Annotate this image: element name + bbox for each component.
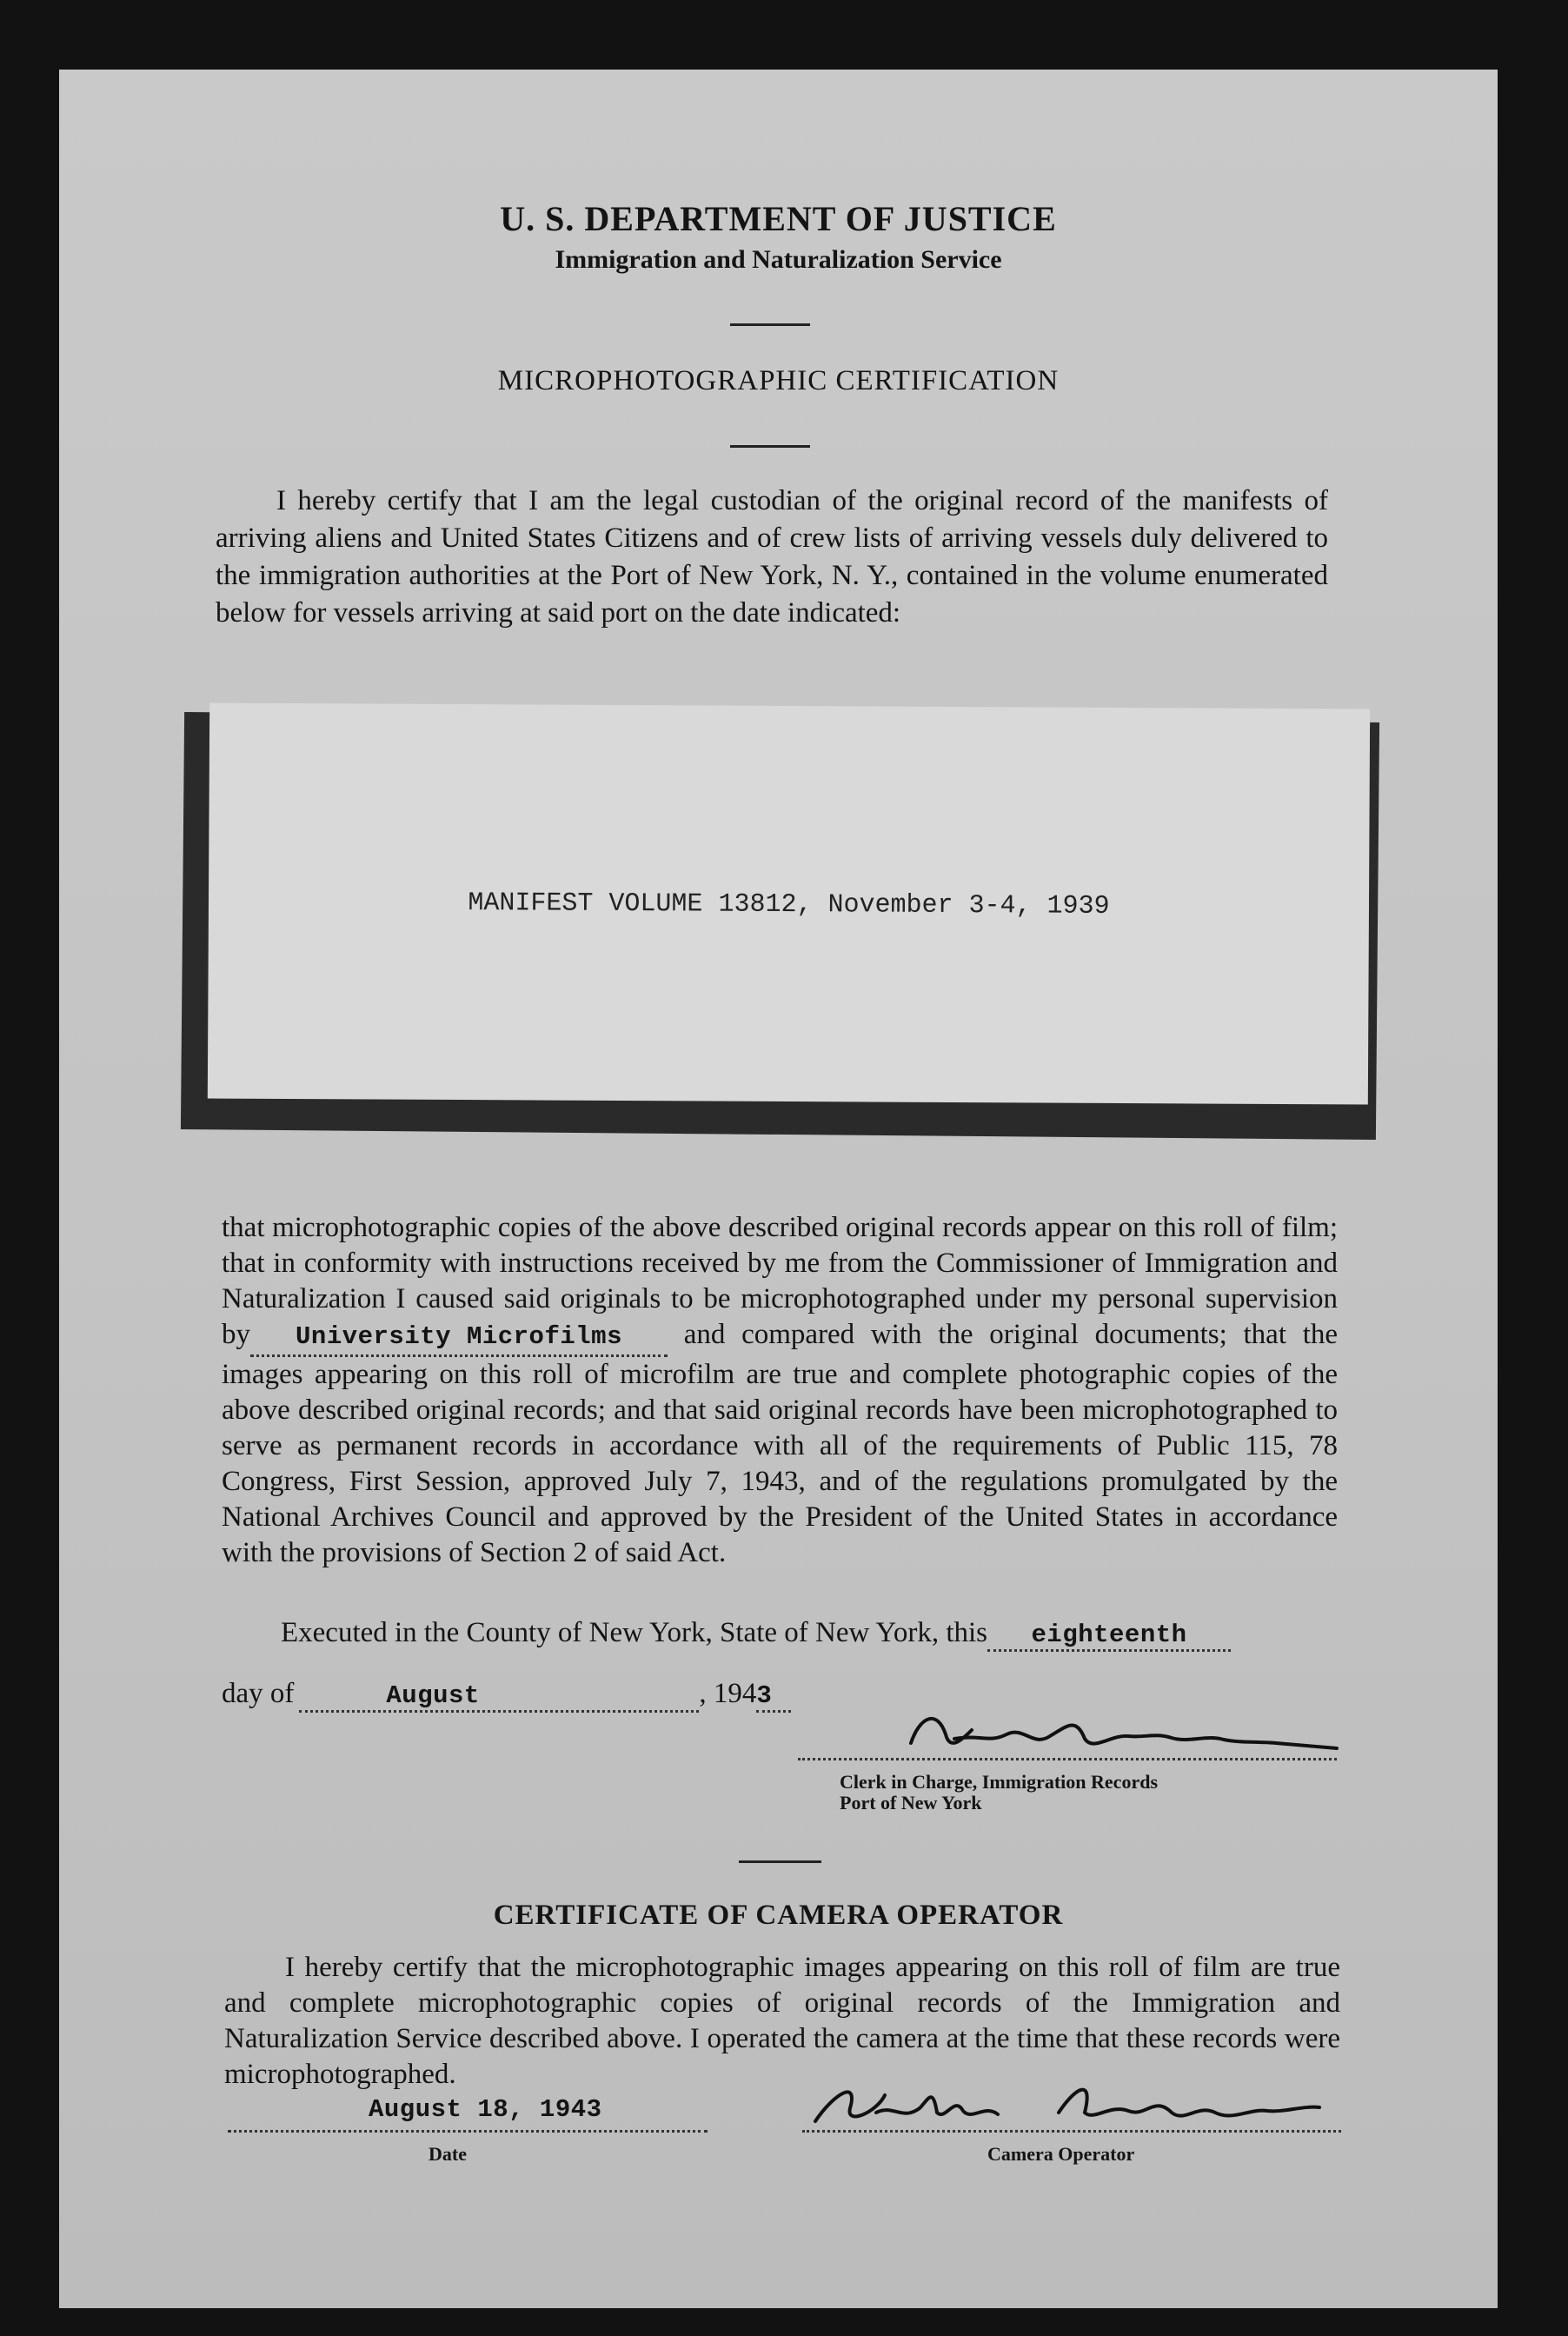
operator-date-value: August 18, 1943: [369, 2095, 602, 2124]
operator-company-value: University Microfilms: [296, 1322, 622, 1351]
camera-operator-signature-line: [802, 2130, 1341, 2133]
service-heading: Immigration and Naturalization Service: [555, 245, 1002, 274]
divider: [730, 445, 810, 448]
operator-company-field: [250, 1317, 668, 1357]
divider: [739, 1860, 821, 1863]
operator-date-line: [228, 2130, 708, 2133]
operator-date-label: Date: [429, 2143, 467, 2165]
day-of-line: [222, 1678, 791, 1713]
executed-line: [281, 1617, 1231, 1652]
department-heading: U. S. DEPARTMENT OF JUSTICE: [500, 199, 1057, 238]
year-field: [756, 1678, 791, 1713]
certification-text-after: and compared with the original documents; that the images appearing on this roll of microfilm are true and complete photographic copies of the above described original records; and that said original records have been microphotographed to serve as permanent records in accordance with all of the requirements of Public 115, 78 Congress, First Session, approved July 7, 1943, and of the regulations promulgated by the National Archives Council and approved by the President of the United States in accordance with the provisions of Section 2 of said Act.: [222, 1319, 1339, 1568]
volume-slip-text: MANIFEST VOLUME 13812, November 3-4, 1939: [468, 888, 1110, 922]
executed-text: Executed in the County of New York, State of New York, this: [281, 1617, 988, 1648]
camera-operator-label: Camera Operator: [987, 2143, 1135, 2165]
year-digit: 3: [756, 1681, 773, 1710]
volume-slip: [208, 703, 1370, 1105]
day-value: eighteenth: [1031, 1621, 1187, 1649]
certification-paragraph: [222, 1210, 1338, 1571]
day-of-label: day of: [222, 1678, 295, 1709]
clerk-title-line2: Port of New York: [840, 1792, 982, 1814]
divider: [730, 323, 810, 326]
document-page: [59, 70, 1498, 2308]
month-value: August: [386, 1681, 480, 1710]
day-field: [987, 1617, 1231, 1652]
camera-operator-heading: CERTIFICATE OF CAMERA OPERATOR: [493, 1900, 1064, 1931]
clerk-signature-line: [798, 1758, 1337, 1760]
clerk-title-line1: Clerk in Charge, Immigration Records: [840, 1771, 1159, 1793]
certification-title: MICROPHOTOGRAPHIC CERTIFICATION: [497, 365, 1060, 396]
clerk-title: [840, 1772, 1158, 1814]
year-prefix: , 194: [699, 1678, 757, 1709]
certification-text-before: that microphotographic copies of the above described original records appear on this roll of film; that in conformity with instructions received by me from the Commissioner of Immigration and Naturalization I caused said originals to be microphotographed under my personal supervision by: [222, 1212, 1338, 1350]
camera-operator-paragraph: I hereby certify that the microphotographic images appearing on this roll of film are true and complete microphotographic copies of original records of the Immigration and Naturalization Service described above. I operated the camera at the time that these records were microphotographed.: [224, 1952, 1340, 2090]
custodian-paragraph: I hereby certify that I am the legal custodian of the original record of the manifests of arriving aliens and United States Citizens and of crew lists of arriving vessels duly delivered to the immigration authorities at the Port of New York, N. Y., contained in the volume enumerated below for vessels arriving at said port on the date indicated:: [216, 485, 1328, 629]
month-field: [299, 1678, 699, 1713]
